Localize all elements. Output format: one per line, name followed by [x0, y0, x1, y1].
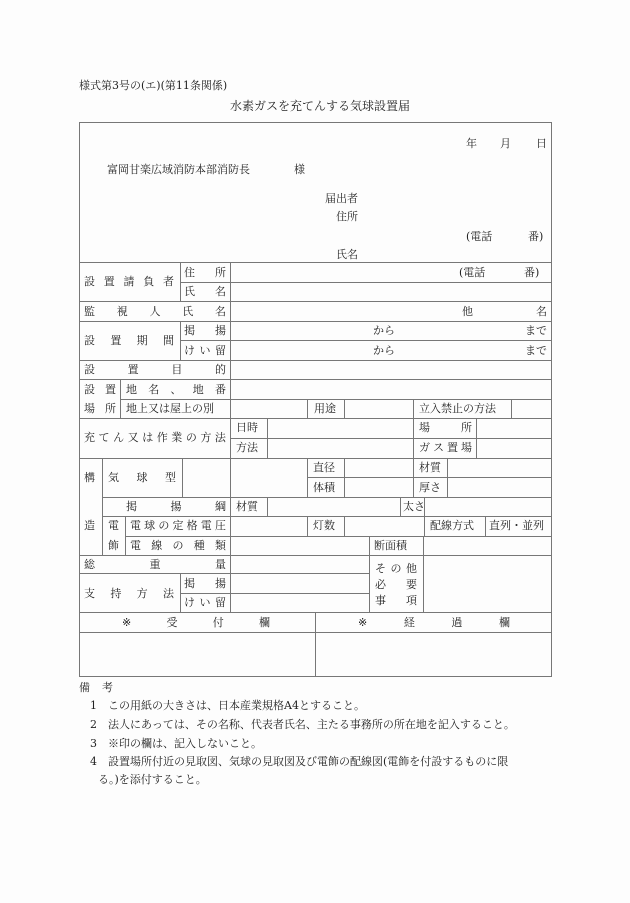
- location-label-bottom: 場 所: [84, 402, 116, 415]
- total-weight-label: 総 重 量: [84, 558, 226, 571]
- header-phone-close: 番): [528, 230, 544, 243]
- page-title: 水素ガスを充てんする気球設置届: [230, 99, 411, 113]
- volume-label: 体積: [313, 481, 335, 494]
- filling-place-label: 場 所: [419, 421, 472, 434]
- location-place-label: 地 名 、 地 番: [126, 383, 226, 396]
- rope-material-label: 材質: [236, 500, 258, 513]
- diameter-label: 直径: [313, 461, 335, 474]
- thickness-label: 厚さ: [419, 481, 441, 494]
- applicant-label: 届出者: [325, 192, 358, 205]
- supervisor-other: 他: [462, 305, 473, 318]
- filling-datetime-label: 日時: [236, 421, 258, 434]
- filling-label: 充 て ん 又 は 作 業 の 方 法: [84, 431, 226, 444]
- note-4-text: 設置場所付近の見取図、気球の見取図及び電飾の配線図(電飾を付設するものに限: [108, 755, 509, 768]
- period-moored-from: から: [373, 344, 395, 357]
- date-year: 年: [466, 137, 477, 150]
- contractor-name-label: 氏 名: [184, 285, 226, 298]
- location-no-entry-label: 立入禁止の方法: [419, 402, 496, 415]
- balloon-type-label: 気 球 型: [108, 471, 176, 484]
- reception-label: ※ 受 付 欄: [122, 616, 270, 629]
- note-4-cont: る。)を添付すること。: [98, 773, 207, 786]
- structure-label-top: 構: [84, 471, 95, 484]
- name-label: 氏名: [336, 248, 358, 261]
- purpose-label: 設 置 目 的: [84, 363, 226, 376]
- date-month: 月: [500, 137, 511, 150]
- note-4-num: 4: [90, 755, 97, 768]
- period-moored-until: まで: [525, 344, 547, 357]
- location-label-top: 設 置: [84, 383, 116, 396]
- wiring-options: 直列・並列: [489, 519, 544, 532]
- period-moored-label: け い 留: [184, 344, 226, 357]
- note-2-num: 2: [90, 718, 97, 731]
- location-use-label: 用途: [314, 402, 336, 415]
- note-3-text: ※印の欄は、記入しないこと。: [108, 737, 262, 750]
- note-2-text: 法人にあっては、その名称、代表者氏名、主たる事務所の所在地を記入すること。: [108, 718, 515, 731]
- other-line2: 必 要: [375, 578, 417, 591]
- rope-thickness-label: 太さ: [403, 500, 425, 513]
- honorific: 様: [294, 163, 305, 176]
- wire-type-label: 電 線 の 種 類: [130, 539, 226, 552]
- address-label: 住所: [336, 210, 358, 223]
- period-raised-until: まで: [525, 324, 547, 337]
- location-ground-roof-label: 地上又は屋上の別: [126, 402, 214, 415]
- structure-label-bottom: 造: [84, 519, 95, 532]
- decoration-label-bottom: 飾: [108, 539, 119, 552]
- supervisor-count-unit: 名: [536, 305, 547, 318]
- other-line3: 事 項: [375, 594, 417, 607]
- period-label: 設 置 期 間: [84, 334, 174, 347]
- other-line1: そ の 他: [375, 562, 417, 575]
- notes-heading: 備 考: [79, 681, 113, 694]
- contractor-address-label: 住 所: [184, 266, 226, 279]
- note-1-num: 1: [90, 699, 97, 712]
- filling-gas-storage-label: ガ ス 置 場: [419, 441, 472, 454]
- progress-label: ※ 経 過 欄: [358, 616, 510, 629]
- supervisor-label: 監 視 人 氏 名: [84, 305, 226, 318]
- wiring-method-label: 配線方式: [430, 519, 474, 532]
- support-label: 支 持 方 法: [84, 587, 174, 600]
- contractor-phone-close: 番): [524, 266, 540, 279]
- rated-voltage-label: 電 球 の 定 格 電 圧: [130, 519, 226, 532]
- note-3-num: 3: [90, 737, 97, 750]
- decoration-label-top: 電: [108, 519, 119, 532]
- support-raised-label: 掲 揚: [184, 577, 226, 590]
- contractor-label: 設 置 請 負 者: [84, 275, 174, 288]
- header-phone-open: (電話: [466, 230, 493, 243]
- form-number: 様式第3号の(エ)(第11条関係): [79, 79, 228, 92]
- date-day: 日: [536, 137, 547, 150]
- filling-method-label: 方法: [236, 441, 258, 454]
- lamp-count-label: 灯数: [313, 519, 335, 532]
- contractor-phone-open: (電話: [459, 266, 486, 279]
- rope-label: 掲 揚 綱: [126, 500, 226, 513]
- support-moored-label: け い 留: [184, 596, 226, 609]
- period-raised-from: から: [373, 324, 395, 337]
- material-label: 材質: [419, 461, 441, 474]
- addressee: 富岡甘楽広域消防本部消防長: [107, 163, 250, 176]
- cross-section-label: 断面積: [374, 539, 407, 552]
- note-1-text: この用紙の大きさは、日本産業規格A4とすること。: [108, 699, 365, 712]
- period-raised-label: 掲 揚: [184, 324, 226, 337]
